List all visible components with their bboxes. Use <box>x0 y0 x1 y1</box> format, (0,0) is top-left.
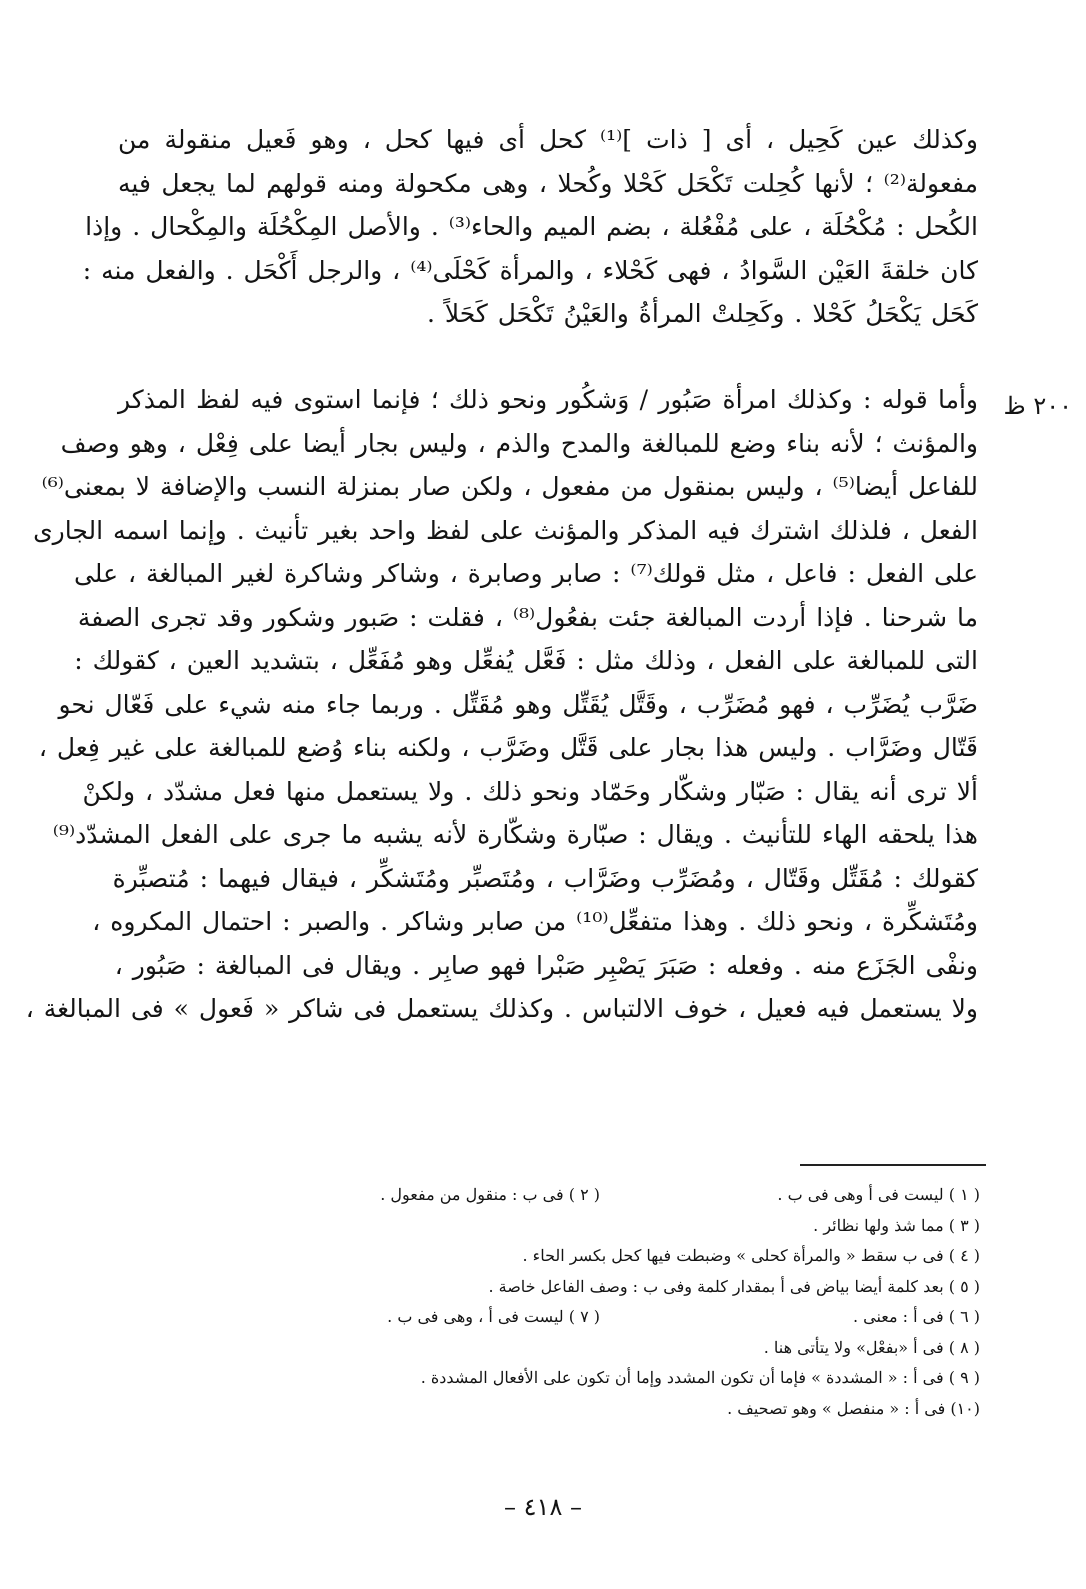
text-line: ونفْى الجَزَع منه . وفعله : صَبَرَ يَصْبِر صَبْرا فهو صابِر . ويقال فى المبالغة : صَبُور ، <box>114 950 978 980</box>
footnote-7: ( ٧ ) ليست فى أ ، وهى فى ب . <box>387 1307 600 1326</box>
text-line: الفعل ، فلذلك اشترك فيه المذكر والمؤنث على لفظ واحد بغير تأنيث . وإنما اسمه الجارى <box>33 515 978 545</box>
footnote-2: ( ٢ ) فى ب : منقول من مفعول . <box>380 1185 600 1204</box>
footnotes <box>220 1180 980 1424</box>
text-line: على الفعل : فاعل ، مثل قولك⁽⁷⁾ : صابر وصابرة ، وشاكر وشاكرة لغير المبالغة ، على <box>73 559 978 588</box>
text-line: الكُحل : مُكْحُلَة ، على مُفْعُلة ، بضم الميم والحاء⁽³⁾ . والأصل المِكْحُلَة والمِكْحال . وإذا <box>85 212 978 241</box>
text-line: التى للمبالغة على الفعل ، وذلك مثل : فَعَّل يُفعِّل وهو مُفَعِّل ، بتشديد العين ، كقولك : <box>74 646 978 675</box>
footnote-4: ( ٤ ) فى ب سقط « والمرأة كحلى » وضبطت فيها كحل بكسر الحاء . <box>522 1246 980 1265</box>
text-line: ألا ترى أنه يقال : صَبّار وشكّار وحَمّاد ونحو ذلك . ولا يستعمل منها فعل مشدّد ، ولكنْ <box>82 776 978 806</box>
text-line: ومُتَشكِّرة ، ونحو ذلك . وهذا متفعِّل⁽¹⁰⁾ من صابر وشاكر . والصبر : احتمال المكروه ، <box>92 907 978 936</box>
margin-reference <box>982 392 1072 420</box>
footnote-8: ( ٨ ) فى أ «بفعْل» ولا يتأتى هنا . <box>763 1337 980 1357</box>
footnote-9: ( ٩ ) فى أ : « المشددة » فإما أن تكون المشدد وإما أن تكون على الأفعال المشددة . <box>420 1368 980 1387</box>
footnote-3: ( ٣ ) مما شذ ولها نظائر . <box>813 1215 980 1235</box>
margin-manuscript-letter: ظ <box>1003 392 1026 420</box>
text-line: مفعولة⁽²⁾ ؛ لأنها كُحِلت تَكْحَل كَحْلا وكُحلا ، وهى مكحولة ومنه قولهم لما يجعل فيه <box>118 168 978 198</box>
page-number: – ٤١٨ – <box>504 1493 582 1521</box>
text-line: كَحَل يَكْحَلُ كَحْلا . وكَحِلتْ المرأةُ والعَيْنُ تَكْحَل كَحَلاً . <box>426 299 978 328</box>
text-line: قَتّال وضَرَّاب . وليس هذا بجار على قَتَّل وضَرَّب ، ولكنه بناء وُضع للمبالغة على غير فِعل ، <box>38 733 978 762</box>
text-line: ولا يستعمل فيه فعيل ، خوف الالتباس . وكذلك يستعمل فى شاكر « فَعول » فى المبالغة ، <box>25 994 978 1023</box>
text-line: ما شرحنا . فإذا أردت المبالغة جئت بفعُول⁽⁸⁾ ، فقلت : صَبور وشكور وقد تجرى الصفة <box>77 602 978 632</box>
text-line: ضَرَّب يُضَرِّب ، فهو مُضَرِّب ، وقَتَّل يُقَتِّل وهو مُقَتِّل . وربما جاء منه شيء على فَعّال نحو <box>58 689 978 719</box>
paragraph-1 <box>82 118 978 336</box>
text-line: هذا يلحقه الهاء للتأنيث . ويقال : صبّارة وشكّارة لأنه يشبه ما جرى على الفعل المشدّد⁽⁹⁾ <box>52 820 978 849</box>
footnote-5: ( ٥ ) بعد كلمة أيضا بياض فى أ بمقدار كلمة وفى ب : وصف الفاعل خاصة . <box>488 1276 980 1296</box>
footnote-row <box>220 1302 980 1333</box>
text-line: والمؤنث ؛ لأنه بناء وضع للمبالغة والمدح والذم ، وليس بجار أيضا على فِعْل ، وهو وصف <box>60 428 978 458</box>
margin-page-number: ٢٠٠ <box>1033 392 1072 420</box>
footnote-row <box>220 1180 980 1211</box>
text-line: للفاعل أيضا⁽⁵⁾ ، وليس بمنقول من مفعول ، ولكن صار بمنزلة النسب والإضافة لا بمعنى⁽⁶⁾ <box>41 472 978 501</box>
text-line: كقولك : مُقَتِّل وقَتّال ، ومُضَرِّب وضَرَّاب ، ومُتَصبِّر ومُتَشكِّر ، فيقال فيهما : مُتصبِّرة <box>112 863 978 893</box>
paragraph-2 <box>25 378 978 1031</box>
footnote-separator <box>800 1164 986 1166</box>
footnote-6: ( ٦ ) فى أ : معنى . <box>852 1307 980 1326</box>
text-line: وأما قوله : وكذلك امرأة صَبُور / وَشكُور ونحو ذلك ؛ فإنما استوى فيه لفظ المذكر <box>118 385 978 414</box>
footnote-1: ( ١ ) ليست فى أ وهى فى ب . <box>777 1185 980 1204</box>
text-line: كان خلقةَ العَيْن السَّوادُ ، فهى كَحْلاء ، والمرأة كَحْلَى⁽⁴⁾ ، والرجل أَكْحَل . والفعل منه : <box>82 255 978 285</box>
footnote-10: (١٠) فى أ : « منفصل » وهو تصحيف . <box>727 1398 980 1418</box>
text-line: وكذلك عين كَحِيل ، أى [ ذات ]⁽¹⁾ كحل أى فيها كحل ، وهو فَعيل منقولة من <box>118 125 978 154</box>
